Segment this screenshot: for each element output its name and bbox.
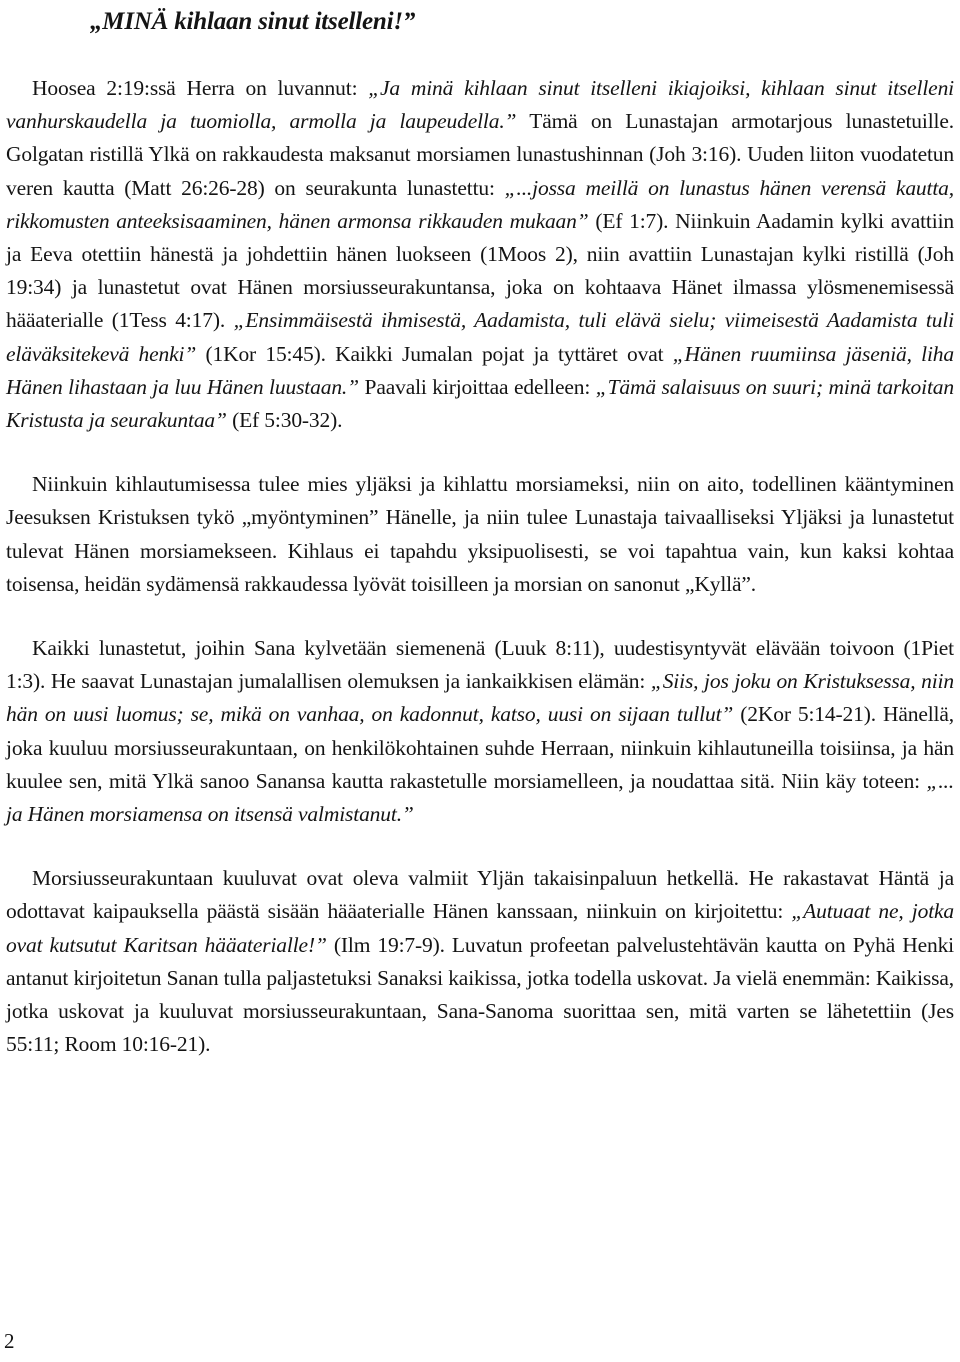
paragraph-3 — [6, 632, 954, 831]
paragraph-indent — [6, 866, 32, 890]
quote-segment: „... ja Hänen morsiamensa on itsensä valmistanut.” — [6, 768, 954, 827]
document-page — [6, 0, 954, 1061]
quote-segment: „Siis, jos joku on Kristuksessa, niin hän on uusi luomus; se, mikä on vanhaa, on kadonnut, katso, uusi on sijaan tullut” — [6, 669, 954, 727]
text-segment: (1Kor 15:45). Kaikki Jumalan pojat ja tyttäret ovat — [196, 341, 673, 366]
document-title: „MINÄ kihlaan sinut itselleni!” — [90, 8, 416, 35]
text-segment: Morsiusseurakuntaan kuuluvat ovat oleva valmiit Yljän takaisinpaluun hetkellä. He rakastavat Häntä ja odottavat kaipauksella päästä sisään hääaterialle Hänen kanssaan, niinkuin on kirjoitettu: — [6, 866, 954, 924]
page-number: 2 — [4, 1329, 15, 1353]
paragraph-2 — [6, 468, 954, 601]
paragraph-1 — [6, 72, 954, 437]
text-segment: (Ef 1:7). Niinkuin Aadamin kylki avattiin ja Eeva otettiin hänestä ja johdettiin hänen luokseen (1Moos 2), niin avattiin Lunastajan kylki ristillä (Joh 19:34) ja lunastetut ovat Hänen morsiusseurakuntansa, joka on kohtaava Hänet ilmassa ylösmenemisessä hääaterialle (1Tess 4:17). — [6, 208, 955, 333]
quote-segment: „Tämä salaisuus on suuri; minä tarkoitan Kristusta ja seurakuntaa” — [6, 374, 954, 433]
paragraph-4 — [6, 862, 954, 1061]
quote-segment: „Hänen ruumiinsa jäseniä, liha Hänen lihastaan ja luu Hänen luustaan.” — [6, 341, 954, 399]
text-segment: (2Kor 5:14-21). Hänellä, joka kuuluu morsiusseurakuntaan, on henkilökohtainen suhde Herraan, niinkuin kihlautuneilla toisiinsa, ja hän kuulee sen, mitä Ylkä sanoo Sanansa kautta rakastetulle morsiamelleen, ja noudattaa sitä. Niin käy toteen: — [6, 702, 954, 793]
quote-segment: „Ja minä kihlaan sinut itselleni ikiajoiksi, kihlaan sinut itselleni vanhurskaudella ja tuomiolla, armolla ja laupeudella.” — [6, 76, 954, 134]
text-segment: (Ilm 19:7-9). Luvatun profeetan palvelustehtävän kautta on Pyhä Henki antanut kirjoitetun Sanan tulla paljastetuksi Sanaksi kaikissa, jotka todella uskovat. Ja vielä enemmän: Kaikissa, jotka uskovat ja kuuluvat morsiusseurakuntaan, Sana-Sanoma suorittaa sen, mitä varten se lähetettiin (Jes 55:11; Room 10:16-21). — [6, 932, 954, 1057]
paragraph-indent — [6, 636, 32, 660]
text-segment: Hoosea 2:19:ssä Herra on luvannut: — [32, 76, 369, 100]
paragraph-indent — [6, 472, 32, 496]
text-segment: Paavali kirjoittaa edelleen: — [358, 374, 596, 399]
quote-segment: „...jossa meillä on lunastus hänen verensä kautta, rikkomusten anteeksisaaminen, hänen armonsa rikkauden mukaan” — [6, 175, 954, 233]
text-segment: Tämä on Lunastajan armotarjous lunastetuille. Golgatan ristillä Ylkä on rakkaudesta maksanut morsiamen lunastushinnan (Joh 3:16). Uuden liiton vuodatetun veren kautta (Matt 26:26-28) on seurakunta lunastettu: — [6, 109, 954, 200]
paragraph-indent — [6, 76, 32, 100]
text-segment: Niinkuin kihlautumisessa tulee mies yljäksi ja kihlattu morsiameksi, niin on aito, todellinen kääntyminen Jeesuksen Kristuksen tykö „myöntyminen” Hänelle, ja niin tulee Lunastaja taivaalliseksi Yljäksi ja lunastetut tulevat Hänen morsiamekseen. Kihlaus ei tapahdu yksipuolisesti, se voi tapahtua vain, kun kaksi kohtaa toisensa, heidän sydämensä rakkaudessa lyövät toisilleen ja morsian on sanonut „Kyllä”. — [6, 472, 954, 596]
text-segment: (Ef 5:30-32). — [226, 408, 343, 433]
quote-segment: „Ensimmäisestä ihmisestä, Aadamista, tuli elävä sielu; viimeisestä Aadamista tuli eläväksitekevä henki” — [6, 308, 954, 366]
text-segment: Kaikki lunastetut, joihin Sana kylvetään siemenenä (Luuk 8:11), uudestisyntyvät elävään toivoon (1Piet 1:3). He saavat Lunastajan jumalallisen olemuksen ja iankaikkisen elämän: — [6, 636, 954, 694]
quote-segment: „Autuaat ne, jotka ovat kutsutut Karitsan hääaterialle!” — [6, 899, 955, 957]
